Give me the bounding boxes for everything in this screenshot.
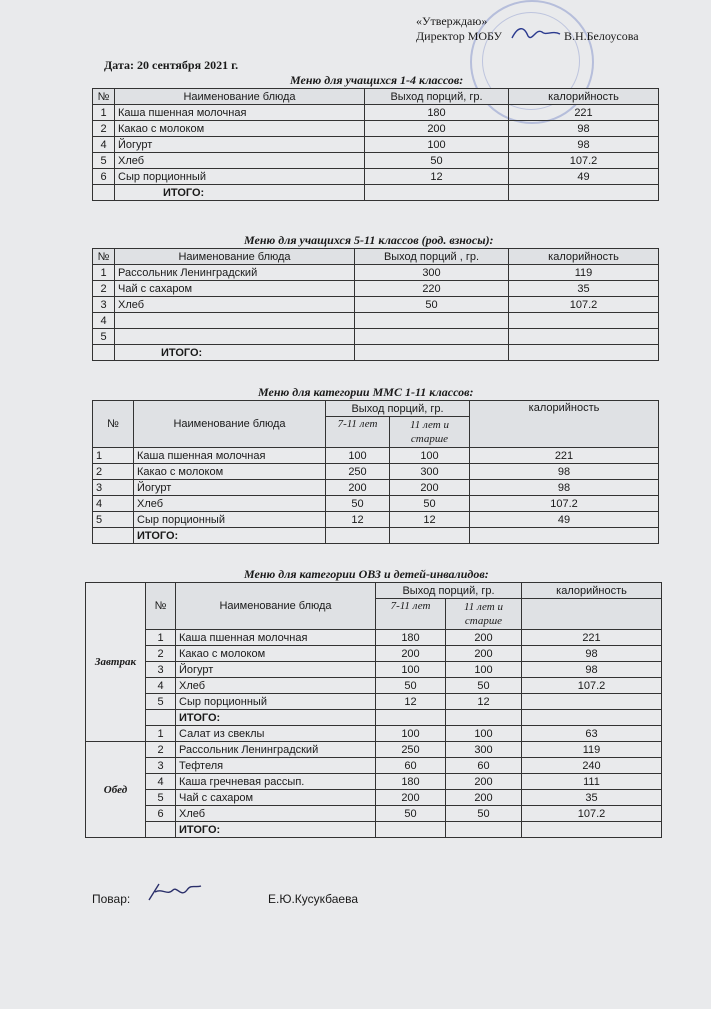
cell: 1 — [93, 105, 115, 121]
t3-title: Меню для категории ММС 1-11 классов: — [258, 385, 474, 399]
table-row — [93, 281, 659, 297]
approval-line2: Директор МОБУ — [416, 29, 502, 43]
table-row — [93, 169, 659, 185]
cell: 98 — [509, 137, 659, 153]
cell: Рассольник Ленинградский — [115, 265, 355, 281]
col-portion: Выход порций, гр. — [326, 401, 470, 417]
cell: 98 — [522, 646, 662, 662]
cell — [326, 528, 390, 544]
cell: 300 — [355, 265, 509, 281]
cell: 3 — [93, 297, 115, 313]
cell — [146, 710, 176, 726]
cell — [522, 599, 662, 630]
cell: 50 — [376, 678, 446, 694]
cell — [376, 822, 446, 838]
t4-title: Меню для категории ОВЗ и детей-инвалидов: — [244, 567, 489, 581]
table-row — [93, 297, 659, 313]
cell: 240 — [522, 758, 662, 774]
cell — [146, 822, 176, 838]
cell: 4 — [93, 313, 115, 329]
table-row — [93, 480, 659, 496]
cell: 50 — [446, 678, 522, 694]
cell — [93, 185, 115, 201]
cell: 5 — [93, 512, 134, 528]
cell: Рассольник Ленинградский — [176, 742, 376, 758]
cell: 200 — [376, 790, 446, 806]
cell — [522, 822, 662, 838]
cell — [390, 528, 470, 544]
cell: 200 — [365, 121, 509, 137]
cell: 12 — [326, 512, 390, 528]
table-row — [93, 265, 659, 281]
menu-table-5-11 — [92, 248, 659, 361]
cell: 250 — [376, 742, 446, 758]
cell: 2 — [93, 121, 115, 137]
cell: 3 — [93, 480, 134, 496]
total-label: ИТОГО: — [176, 710, 376, 726]
total-row — [86, 710, 662, 726]
cell: 200 — [390, 480, 470, 496]
cell: 200 — [376, 646, 446, 662]
cell — [365, 185, 509, 201]
cell: 100 — [390, 448, 470, 464]
cell: Салат из свеклы — [176, 726, 376, 742]
cell — [376, 710, 446, 726]
cell — [509, 345, 659, 361]
cell: Тефтеля — [176, 758, 376, 774]
total-row — [93, 345, 659, 361]
col-portion: Выход порций , гр. — [355, 249, 509, 265]
table-row — [86, 662, 662, 678]
cell: 200 — [446, 790, 522, 806]
cell: 60 — [446, 758, 522, 774]
cell: Какао с молоком — [115, 121, 365, 137]
cell — [470, 528, 659, 544]
total-row — [86, 822, 662, 838]
approval-line1: «Утверждаю» — [416, 14, 488, 28]
cell: Сыр порционный — [176, 694, 376, 710]
cell: 12 — [390, 512, 470, 528]
cook-name: Е.Ю.Кусукбаева — [268, 892, 359, 906]
cell — [522, 710, 662, 726]
cell: Чай с сахаром — [176, 790, 376, 806]
table-row — [93, 137, 659, 153]
col-dish: Наименование блюда — [115, 89, 365, 105]
cell: 200 — [446, 630, 522, 646]
cell: 50 — [446, 806, 522, 822]
cell: 107.2 — [509, 297, 659, 313]
approval-signer: В.Н.Белоусова — [564, 29, 639, 43]
cell: 180 — [376, 774, 446, 790]
cell: 1 — [93, 265, 115, 281]
table-row — [93, 329, 659, 345]
cell: Сыр порционный — [134, 512, 326, 528]
cell: 60 — [376, 758, 446, 774]
cell: Какао с молоком — [134, 464, 326, 480]
cell: 49 — [470, 512, 659, 528]
total-label: ИТОГО: — [134, 528, 326, 544]
cell: 107.2 — [509, 153, 659, 169]
cell: 111 — [522, 774, 662, 790]
cell: 250 — [326, 464, 390, 480]
col-number: № — [93, 89, 115, 105]
cell: 5 — [146, 694, 176, 710]
table-header-row — [86, 583, 662, 599]
table-row — [93, 448, 659, 464]
cell: Хлеб — [134, 496, 326, 512]
col-age-11-plus: 11 лет и старше — [446, 599, 522, 630]
cell: Йогурт — [115, 137, 365, 153]
t2-title: Меню для учащихся 5-11 классов (род. взносы): — [244, 233, 494, 247]
total-label: ИТОГО: — [115, 345, 355, 361]
col-age-7-11: 7-11 лет — [326, 417, 390, 448]
table-row — [86, 630, 662, 646]
table-header-row — [93, 401, 659, 417]
cell: 2 — [93, 281, 115, 297]
table-row — [93, 512, 659, 528]
cook-signature — [145, 878, 205, 908]
cell: 300 — [390, 464, 470, 480]
cell: 4 — [93, 137, 115, 153]
table-row — [93, 496, 659, 512]
cell: 300 — [446, 742, 522, 758]
cook-label: Повар: — [92, 892, 131, 906]
cell: 100 — [446, 726, 522, 742]
cell: 200 — [446, 774, 522, 790]
table-row — [86, 678, 662, 694]
menu-table-ovz — [85, 582, 662, 838]
cell: 50 — [365, 153, 509, 169]
cell: 100 — [376, 662, 446, 678]
cell: 12 — [446, 694, 522, 710]
table-row — [93, 105, 659, 121]
cell: 200 — [326, 480, 390, 496]
cell: 5 — [93, 329, 115, 345]
table-row — [86, 726, 662, 742]
cell: 98 — [470, 480, 659, 496]
cell — [115, 329, 355, 345]
menu-table-1-4 — [92, 88, 659, 201]
col-age-11-plus: 11 лет и старше — [390, 417, 470, 448]
cell: Каша пшенная молочная — [134, 448, 326, 464]
cell: 119 — [522, 742, 662, 758]
cell — [93, 528, 134, 544]
cell: 2 — [146, 742, 176, 758]
table-row — [86, 694, 662, 710]
cell: 35 — [522, 790, 662, 806]
cell: Какао с молоком — [176, 646, 376, 662]
breakfast-label: Завтрак — [86, 583, 146, 742]
lunch-label: Обед — [86, 742, 146, 838]
cell: Хлеб — [176, 806, 376, 822]
table-row — [93, 153, 659, 169]
cell: 2 — [93, 464, 134, 480]
col-dish: Наименование блюда — [115, 249, 355, 265]
table-row — [86, 790, 662, 806]
cell: 4 — [146, 678, 176, 694]
total-label: ИТОГО: — [115, 185, 365, 201]
cell: 221 — [509, 105, 659, 121]
cell — [355, 345, 509, 361]
cell: 119 — [509, 265, 659, 281]
cell: 200 — [446, 646, 522, 662]
cell: Йогурт — [176, 662, 376, 678]
table-header-row — [93, 249, 659, 265]
table-row — [86, 742, 662, 758]
total-label: ИТОГО: — [176, 822, 376, 838]
t1-title: Меню для учащихся 1-4 классов: — [290, 73, 464, 87]
table-row — [86, 646, 662, 662]
cell: 221 — [470, 448, 659, 464]
document-date: Дата: 20 сентября 2021 г. — [104, 58, 239, 72]
cell: 35 — [509, 281, 659, 297]
cell: 98 — [470, 464, 659, 480]
cell — [509, 185, 659, 201]
cell: 3 — [146, 758, 176, 774]
cell: 49 — [509, 169, 659, 185]
cell: 50 — [390, 496, 470, 512]
cell — [509, 313, 659, 329]
cell: 180 — [365, 105, 509, 121]
cell — [509, 329, 659, 345]
cell: 180 — [376, 630, 446, 646]
cell — [446, 822, 522, 838]
col-portion: Выход порций, гр. — [376, 583, 522, 599]
cell: Каша пшенная молочная — [115, 105, 365, 121]
menu-table-mms — [92, 400, 659, 544]
col-dish: Наименование блюда — [176, 583, 376, 630]
total-row — [93, 185, 659, 201]
cell — [355, 329, 509, 345]
cell: 50 — [376, 806, 446, 822]
cell: 12 — [376, 694, 446, 710]
col-calories: калорийность — [509, 89, 659, 105]
cell: Каша пшенная молочная — [176, 630, 376, 646]
cell: 5 — [93, 153, 115, 169]
cell — [93, 345, 115, 361]
table-row — [93, 121, 659, 137]
cell: Чай с сахаром — [115, 281, 355, 297]
cell: 50 — [326, 496, 390, 512]
col-number: № — [93, 249, 115, 265]
cell: Хлеб — [176, 678, 376, 694]
cell: 6 — [146, 806, 176, 822]
table-row — [86, 806, 662, 822]
table-row — [93, 464, 659, 480]
cell: 107.2 — [470, 496, 659, 512]
cell: 5 — [146, 790, 176, 806]
cell: 100 — [376, 726, 446, 742]
cell: Каша гречневая рассып. — [176, 774, 376, 790]
col-dish: Наименование блюда — [134, 401, 326, 448]
cell: 3 — [146, 662, 176, 678]
director-signature — [508, 22, 564, 44]
cell — [446, 710, 522, 726]
table-header-row — [93, 89, 659, 105]
table-row — [93, 313, 659, 329]
cell — [522, 694, 662, 710]
cell: 6 — [93, 169, 115, 185]
col-calories: калорийность — [470, 401, 659, 448]
col-number: № — [93, 401, 134, 448]
cell: 2 — [146, 646, 176, 662]
cell: 220 — [355, 281, 509, 297]
cell: Хлеб — [115, 153, 365, 169]
col-age-7-11: 7-11 лет — [376, 599, 446, 630]
cell: 50 — [355, 297, 509, 313]
cell: Хлеб — [115, 297, 355, 313]
cell: 98 — [522, 662, 662, 678]
cell — [115, 313, 355, 329]
cell: 1 — [146, 630, 176, 646]
cell: 100 — [326, 448, 390, 464]
col-calories: калорийность — [509, 249, 659, 265]
cell: 100 — [446, 662, 522, 678]
cell: 63 — [522, 726, 662, 742]
table-row — [86, 758, 662, 774]
cell: 107.2 — [522, 806, 662, 822]
cell: 1 — [146, 726, 176, 742]
cell: Йогурт — [134, 480, 326, 496]
cell: 221 — [522, 630, 662, 646]
table-row — [86, 774, 662, 790]
cell: Сыр порционный — [115, 169, 365, 185]
col-calories: калорийность — [522, 583, 662, 599]
cell: 12 — [365, 169, 509, 185]
cell: 98 — [509, 121, 659, 137]
cell: 107.2 — [522, 678, 662, 694]
cell: 4 — [93, 496, 134, 512]
col-number: № — [146, 583, 176, 630]
cell: 100 — [365, 137, 509, 153]
cell: 1 — [93, 448, 134, 464]
cell — [355, 313, 509, 329]
col-portion: Выход порций, гр. — [365, 89, 509, 105]
cell: 4 — [146, 774, 176, 790]
total-row — [93, 528, 659, 544]
